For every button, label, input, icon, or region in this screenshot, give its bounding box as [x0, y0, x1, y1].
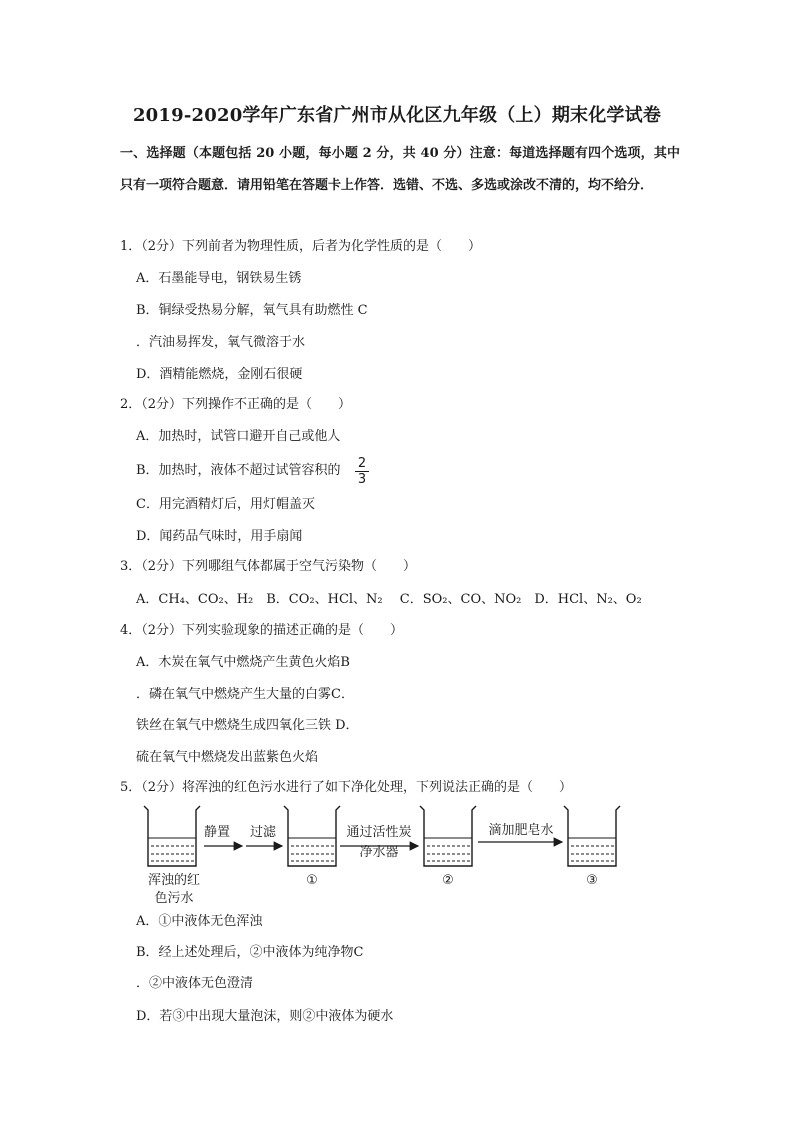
q5-option-a: A．①中液体无色浑浊 — [136, 914, 263, 929]
q4-line-3: 铁丝在氧气中燃烧生成四氧化三铁 D． — [136, 718, 359, 733]
q2-option-d: D．闻药品气味时，用手扇闻 — [136, 529, 303, 544]
q3-stem: 3．（2分）下列哪组气体都属于空气污染物（ ） — [120, 559, 417, 574]
beaker-source — [144, 806, 200, 866]
beaker-label-3: ③ — [586, 873, 598, 888]
q5-option-c: ．②中液体无色澄清 — [136, 976, 254, 991]
q2-option-c: C．用完酒精灯后，用灯帽盖灭 — [136, 497, 315, 512]
q2-fraction — [355, 456, 369, 487]
page-title: 2019-2020学年广东省广州市从化区九年级（上）期末化学试卷 — [132, 105, 662, 126]
q5-stem: 5．（2分）将浑浊的红色污水进行了如下净化处理，下列说法正确的是（ ） — [120, 780, 573, 795]
section-instructions: 一、选择题（本题包括 20 小题，每小题 2 分，共 40 分）注意：每道选择题有四个选项，其中只有一项符合题意．请用铅笔在答题卡上作答．选错、不选、多选或涂改不清的，均不给分． — [120, 146, 680, 193]
q1-option-d: D．酒精能燃烧，金刚石很硬 — [136, 367, 303, 382]
beaker-label-2: ② — [442, 873, 454, 888]
fraction-numerator: 2 — [355, 456, 369, 472]
source-label-1: 浑浊的红 — [147, 873, 200, 888]
fraction-denominator: 3 — [357, 472, 367, 487]
q1-option-c: ．汽油易挥发，氧气微溶于水 — [136, 335, 306, 350]
beaker-label-1: ① — [306, 873, 318, 888]
q3-options: A．CH₄、CO₂、H₂ B．CO₂、HCl、N₂ C．SO₂、CO、NO₂ D．HCl、N₂、O₂ — [136, 592, 642, 607]
step-label-filter: 过滤 — [250, 825, 277, 840]
q5-option-d: D．若③中出现大量泡沫，则②中液体为硬水 — [136, 1009, 394, 1024]
purification-diagram — [130, 800, 630, 910]
beaker-1 — [284, 806, 340, 866]
step-label-soap: 滴加肥皂水 — [488, 823, 554, 838]
q2-option-a: A．加热时，试管口避开自己或他人 — [136, 429, 341, 444]
beaker-2 — [420, 806, 476, 866]
q4-line-1: A．木炭在氧气中燃烧产生黄色火焰B — [136, 655, 350, 670]
step-label-carbon-1: 通过活性炭 — [346, 825, 412, 840]
q4-line-2: ．磷在氧气中燃烧产生大量的白雾C． — [136, 687, 354, 702]
step-label-settle: 静置 — [204, 825, 231, 840]
source-label-2: 色污水 — [154, 891, 194, 906]
q5-option-b: B．经上述处理后，②中液体为纯净物C — [136, 945, 364, 960]
step-label-carbon-2: 净水器 — [359, 845, 399, 860]
q4-line-4: 硫在氧气中燃烧发出蓝紫色火焰 — [136, 750, 319, 765]
q1-stem: 1．（2分）下列前者为物理性质，后者为化学性质的是（ ） — [120, 239, 482, 254]
beaker-3 — [564, 806, 620, 866]
q4-stem: 4．（2分）下列实验现象的描述正确的是（ ） — [120, 623, 404, 638]
q1-option-b: B．铜绿受热易分解，氧气具有助燃性 C — [136, 303, 368, 318]
q2-option-b: B．加热时，液体不超过试管容积的 — [136, 463, 341, 478]
q2-stem: 2．（2分）下列操作不正确的是（ ） — [120, 397, 352, 412]
q1-option-a: A．石墨能导电，钢铁易生锈 — [136, 271, 302, 286]
